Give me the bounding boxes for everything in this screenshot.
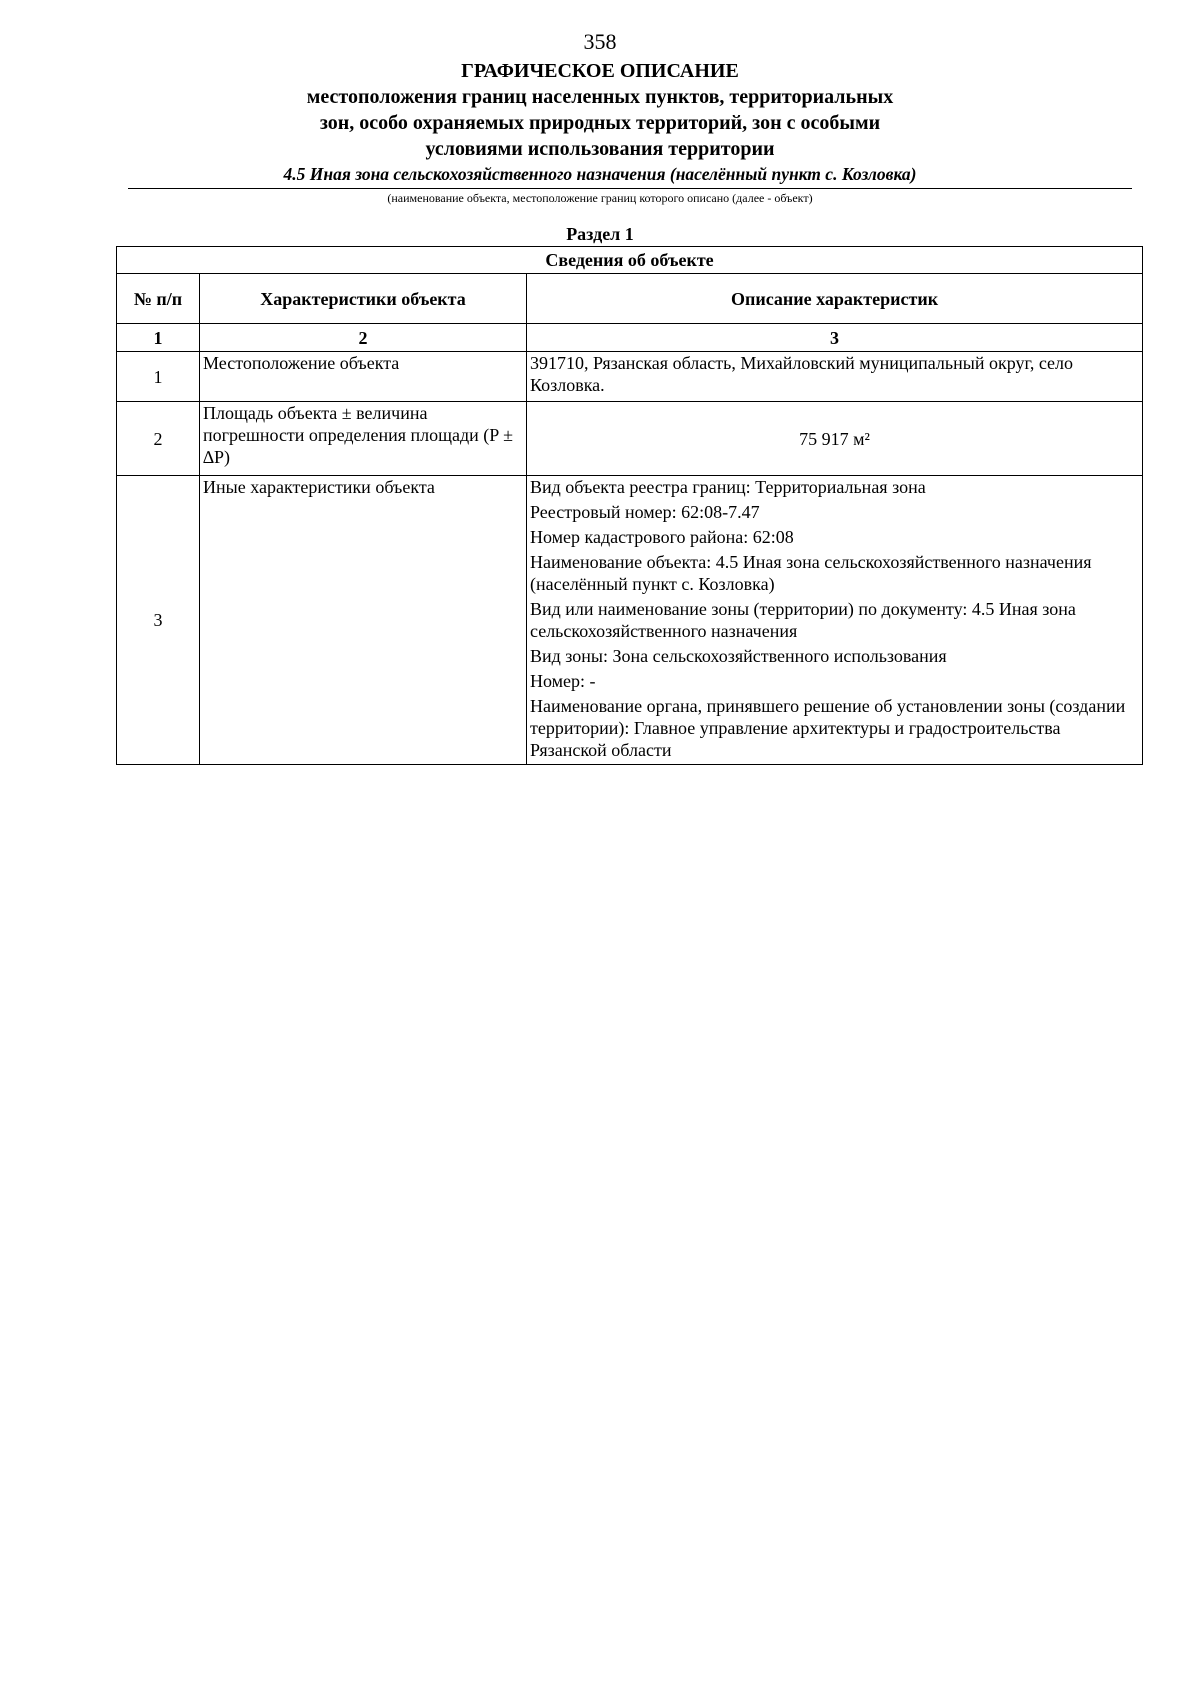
heading-line-2: местоположения границ населенных пунктов, территориальных	[306, 86, 894, 108]
row-description	[527, 476, 1143, 765]
header-number: № п/п	[117, 274, 200, 324]
column-number-3: 3	[527, 324, 1143, 352]
column-number-2: 2	[200, 324, 527, 352]
heading-line-1: ГРАФИЧЕСКОЕ ОПИСАНИЕ	[461, 60, 739, 82]
row-number: 3	[117, 476, 200, 765]
description-line: Наименование объекта: 4.5 Иная зона сельскохозяйственного назначения (населённый пункт с. Козловка)	[530, 552, 1092, 594]
description-line: Вид зоны: Зона сельскохозяйственного использования	[530, 646, 947, 666]
header-description: Описание характеристик	[527, 274, 1143, 324]
row-characteristic: Иные характеристики объекта	[200, 476, 527, 765]
description-line: Номер кадастрового района: 62:08	[530, 527, 794, 547]
description-line: Вид объекта реестра границ: Территориальная зона	[530, 477, 926, 497]
row-description: 75 917 м²	[527, 402, 1143, 476]
object-caption: (наименование объекта, местоположение границ которого описано (далее - объект)	[387, 191, 813, 205]
row-characteristic: Местоположение объекта	[200, 352, 527, 402]
document-heading	[0, 58, 1200, 162]
table-row	[117, 352, 1143, 402]
row-description: 391710, Рязанская область, Михайловский муниципальный округ, село Козловка.	[527, 352, 1143, 402]
header-characteristic: Характеристики объекта	[200, 274, 527, 324]
underline-divider	[128, 188, 1132, 189]
row-number: 1	[117, 352, 200, 402]
object-info-table	[116, 246, 1143, 765]
object-name: 4.5 Иная зона сельскохозяйственного назначения (населённый пункт с. Козловка)	[283, 164, 917, 184]
heading-line-3: зон, особо охраняемых природных территорий, зон с особыми	[319, 112, 881, 134]
description-line: Реестровый номер: 62:08-7.47	[530, 502, 760, 522]
column-number-1: 1	[117, 324, 200, 352]
row-number: 2	[117, 402, 200, 476]
heading-line-4: условиями использования территории	[425, 138, 775, 160]
description-line: Вид или наименование зоны (территории) по документу: 4.5 Иная зона сельскохозяйственного назначения	[530, 599, 1076, 641]
page-number: 358	[583, 29, 617, 54]
description-line: Наименование органа, принявшего решение об установлении зоны (создании территории): Главное управление архитектуры и градостроительства Рязанской области	[530, 696, 1126, 760]
section-title: Раздел 1	[566, 224, 634, 244]
table-row	[117, 476, 1143, 765]
row-characteristic: Площадь объекта ± величина погрешности определения площади (P ± ∆P)	[200, 402, 527, 476]
table-row	[117, 402, 1143, 476]
description-line: Номер: -	[530, 671, 596, 691]
table-title: Сведения об объекте	[117, 247, 1143, 274]
